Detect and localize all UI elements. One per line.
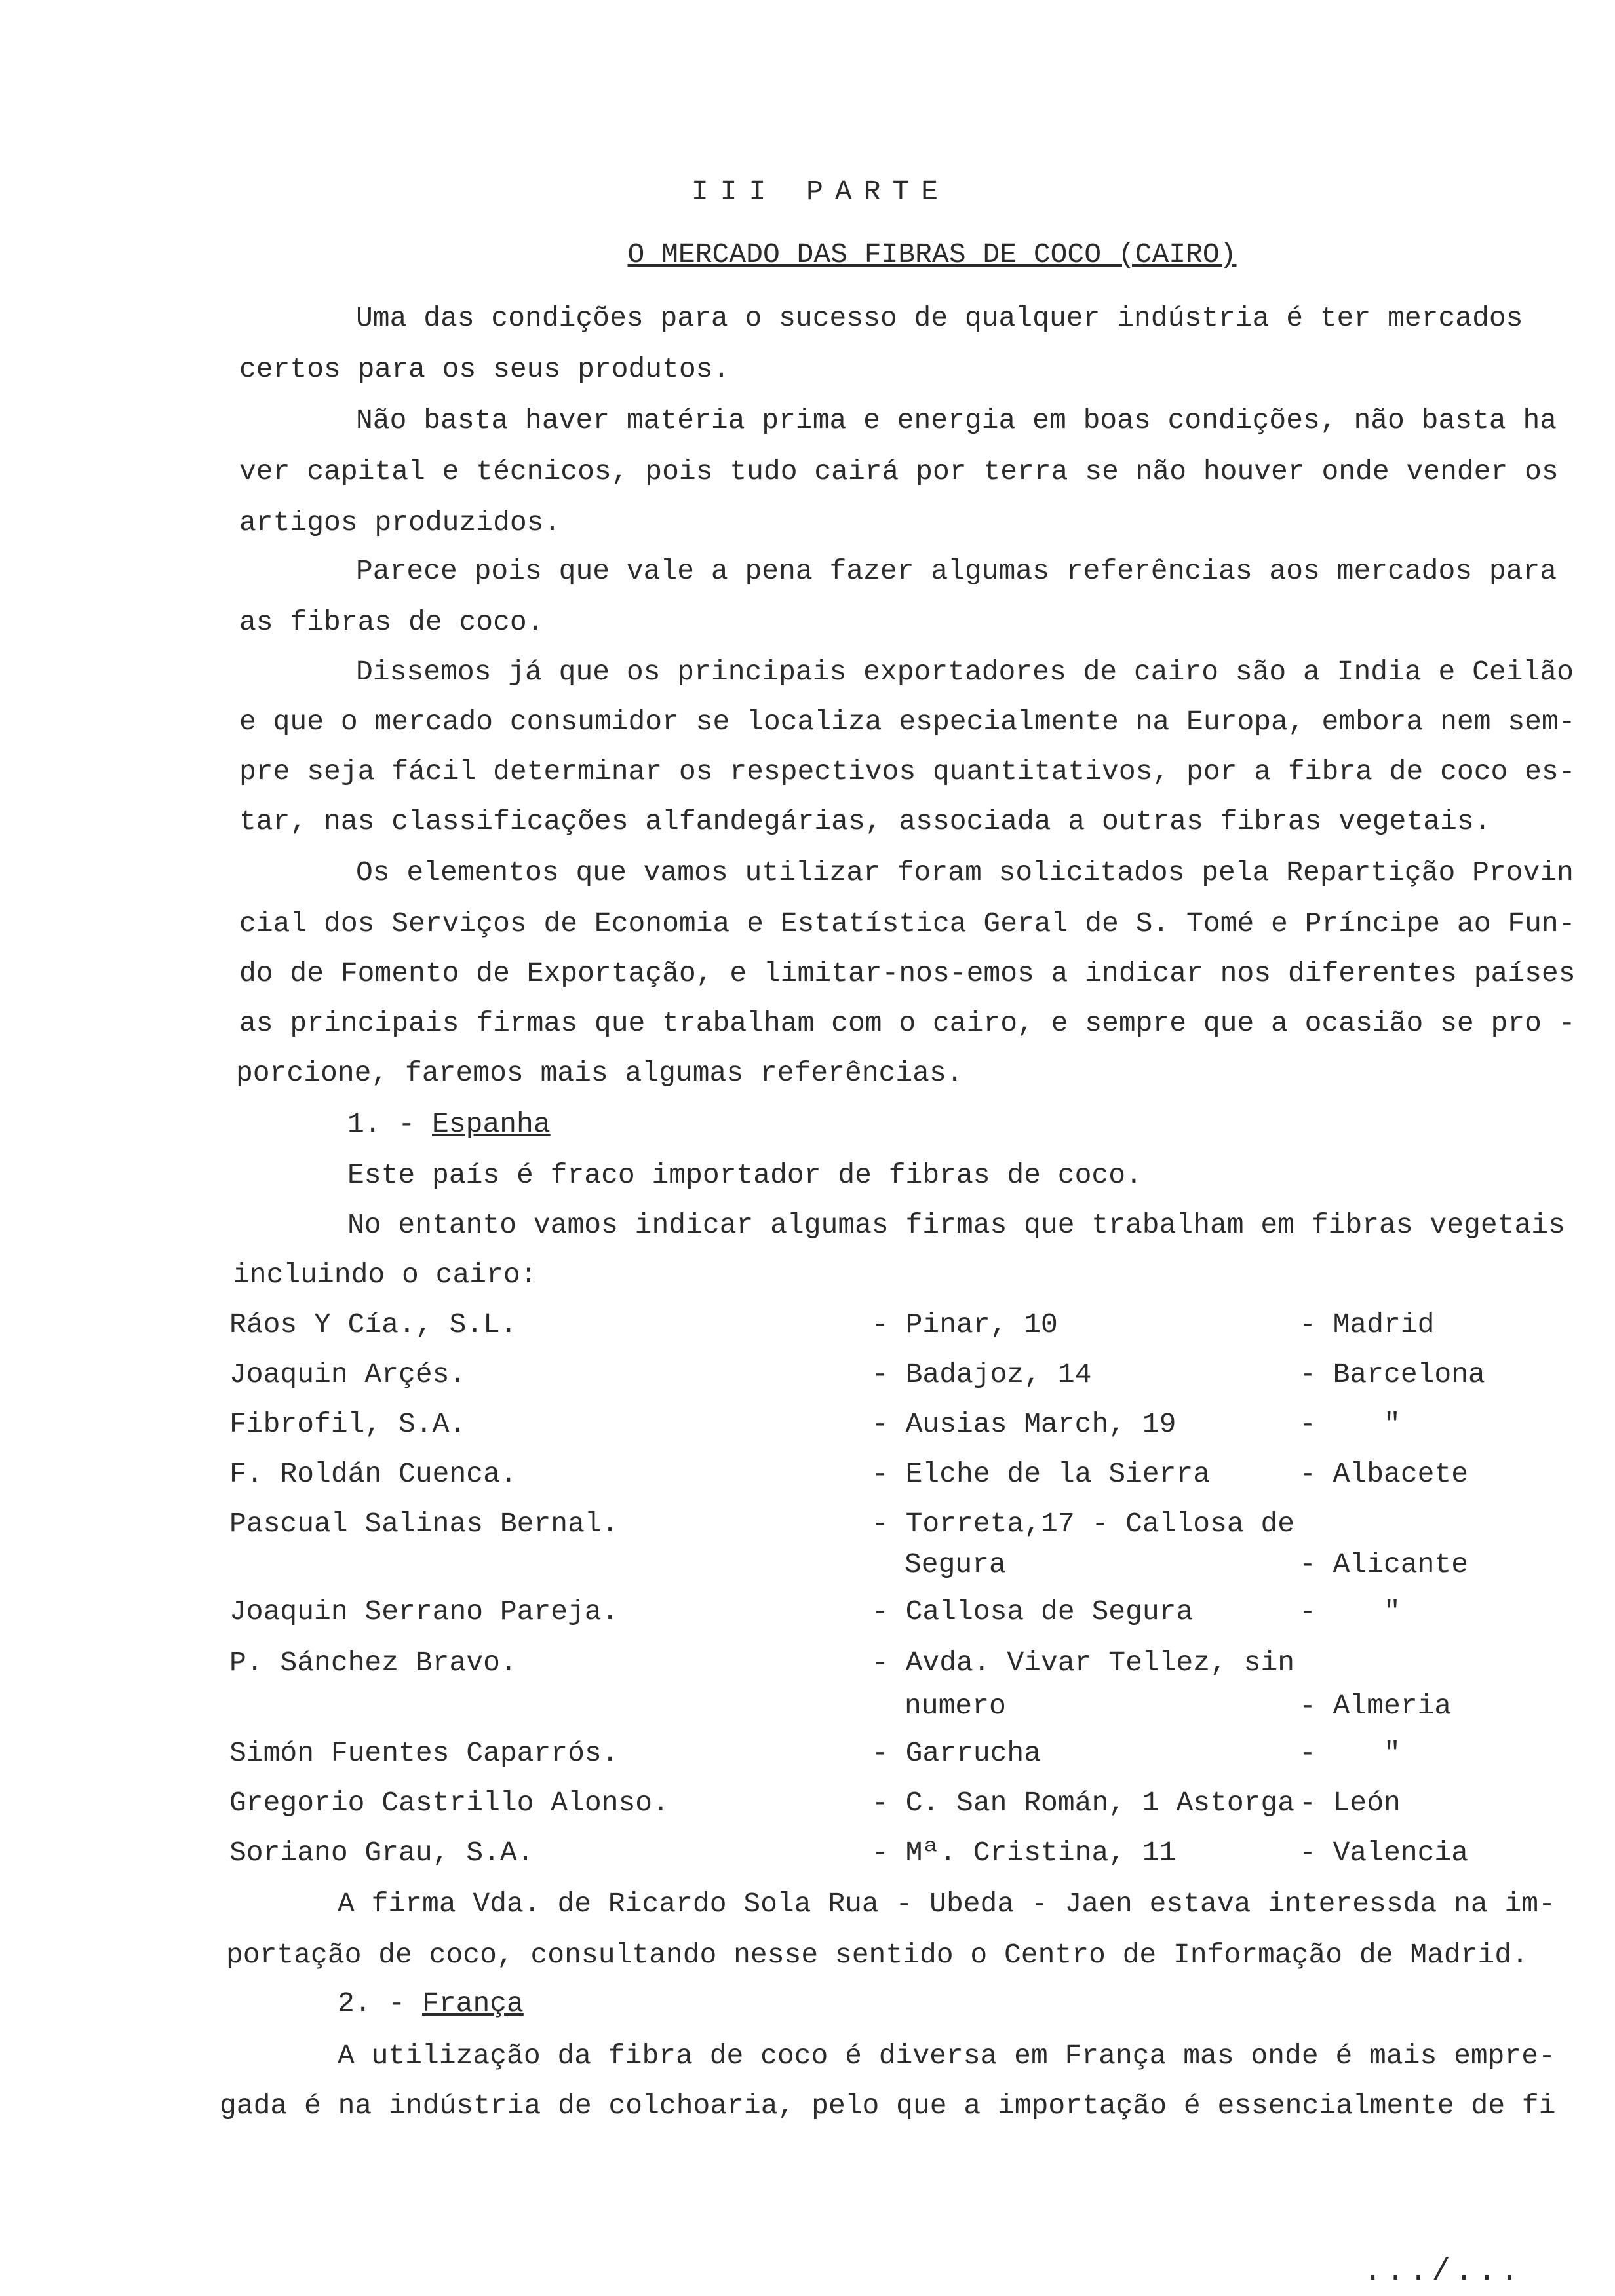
firm-name: Joaquin Arçés.	[229, 1358, 467, 1390]
firm-name: P. Sánchez Bravo.	[229, 1647, 517, 1679]
text-line: gada é na indústria de colchoaria, pelo que a importação é essencialmente de fi	[220, 2090, 1556, 2122]
firm-city: - Madrid	[1299, 1309, 1435, 1341]
text-line: cial dos Serviços de Economia e Estatística Geral de S. Tomé e Príncipe ao Fun-	[239, 908, 1576, 940]
section-heading-espanha	[347, 1110, 551, 1138]
text-line: as principais firmas que trabalham com o cairo, e sempre que a ocasião se pro -	[239, 1007, 1576, 1039]
firm-name: Simón Fuentes Caparrós.	[229, 1737, 619, 1769]
text-line: tar, nas classificações alfandegárias, associada a outras fibras vegetais.	[239, 805, 1491, 837]
text-line: portação de coco, consultando nesse sentido o Centro de Informação de Madrid.	[226, 1939, 1528, 1971]
text-line: e que o mercado consumidor se localiza especialmente na Europa, embora nem sem-	[239, 706, 1576, 738]
text-line: Parece pois que vale a pena fazer algumas referências aos mercados para	[356, 555, 1557, 587]
firm-address: - Avda. Vivar Tellez, sin	[872, 1647, 1295, 1679]
firm-address: - Elche de la Sierra	[872, 1458, 1211, 1490]
firm-city: - "	[1299, 1408, 1401, 1440]
text-line: porcione, faremos mais algumas referências.	[236, 1057, 963, 1089]
firm-address: - C. San Román, 1 Astorga	[872, 1787, 1295, 1819]
text-line: A firma Vda. de Ricardo Sola Rua - Ubeda - Jaen estava interessda na im-	[338, 1888, 1555, 1920]
text-line: Dissemos já que os principais exportadores de cairo são a India e Ceilão	[356, 656, 1574, 688]
firm-name: Gregorio Castrillo Alonso.	[229, 1787, 669, 1819]
firm-address: - Ausias March, 19	[872, 1408, 1177, 1440]
firm-address: - Torreta,17 - Callosa de	[872, 1508, 1295, 1540]
firm-address-cont: Segura	[905, 1548, 1006, 1580]
text-line: Os elementos que vamos utilizar foram solicitados pela Repartição Provin	[356, 856, 1574, 889]
text-line: do de Fomento de Exportação, e limitar-nos-emos a indicar nos diferentes países	[239, 957, 1576, 989]
section-heading-franca	[338, 1989, 524, 2018]
text-line: No entanto vamos indicar algumas firmas que trabalham em fibras vegetais	[347, 1209, 1565, 1241]
text-line: pre seja fácil determinar os respectivos quantitativos, por a fibra de coco es-	[239, 756, 1576, 788]
firm-name: Soriano Grau, S.A.	[229, 1837, 534, 1869]
firm-address: - Badajoz, 14	[872, 1358, 1092, 1390]
text-line: artigos produzidos.	[239, 507, 561, 539]
part-heading: III PARTE	[691, 176, 950, 208]
firm-address: - Callosa de Segura	[872, 1596, 1194, 1628]
text-line: incluindo o cairo:	[233, 1259, 537, 1291]
section-number: 1. -	[347, 1108, 416, 1140]
section-name: Espanha	[432, 1108, 551, 1140]
firm-city: - "	[1299, 1737, 1401, 1769]
firm-address: - Pinar, 10	[872, 1309, 1058, 1341]
text-line: A utilização da fibra de coco é diversa em França mas onde é mais empre-	[338, 2040, 1555, 2072]
firm-city: - Valencia	[1299, 1837, 1469, 1869]
text-line: Este país é fraco importador de fibras de coco.	[347, 1159, 1142, 1191]
firm-address: - Garrucha	[872, 1737, 1041, 1769]
text-line: certos para os seus produtos.	[239, 353, 730, 385]
firm-city: - "	[1299, 1596, 1401, 1628]
firm-name: Pascual Salinas Bernal.	[229, 1508, 619, 1540]
firm-name: Fibrofil, S.A.	[229, 1408, 467, 1440]
page-title: O MERCADO DAS FIBRAS DE COCO (CAIRO)	[627, 239, 1237, 271]
firm-city: - Albacete	[1299, 1458, 1469, 1490]
firm-address: - Mª. Cristina, 11	[872, 1837, 1177, 1869]
section-name: França	[422, 1987, 524, 2019]
continuation-mark: .../...	[1363, 2254, 1523, 2289]
firm-city: - León	[1299, 1787, 1401, 1819]
text-line: ver capital e técnicos, pois tudo cairá por terra se não houver onde vender os	[239, 455, 1559, 488]
text-line: Uma das condições para o sucesso de qualquer indústria é ter mercados	[356, 302, 1523, 334]
firm-name: Joaquin Serrano Pareja.	[229, 1596, 619, 1628]
section-number: 2. -	[338, 1987, 406, 2019]
firm-address-cont: numero	[905, 1690, 1006, 1722]
firm-city: - Almeria	[1299, 1690, 1452, 1722]
text-line: Não basta haver matéria prima e energia em boas condições, não basta ha	[356, 404, 1557, 436]
text-line: as fibras de coco.	[239, 606, 544, 638]
firm-city: - Alicante	[1299, 1548, 1469, 1580]
firm-city: - Barcelona	[1299, 1358, 1485, 1390]
firm-name: F. Roldán Cuenca.	[229, 1458, 517, 1490]
firm-name: Ráos Y Cía., S.L.	[229, 1309, 517, 1341]
